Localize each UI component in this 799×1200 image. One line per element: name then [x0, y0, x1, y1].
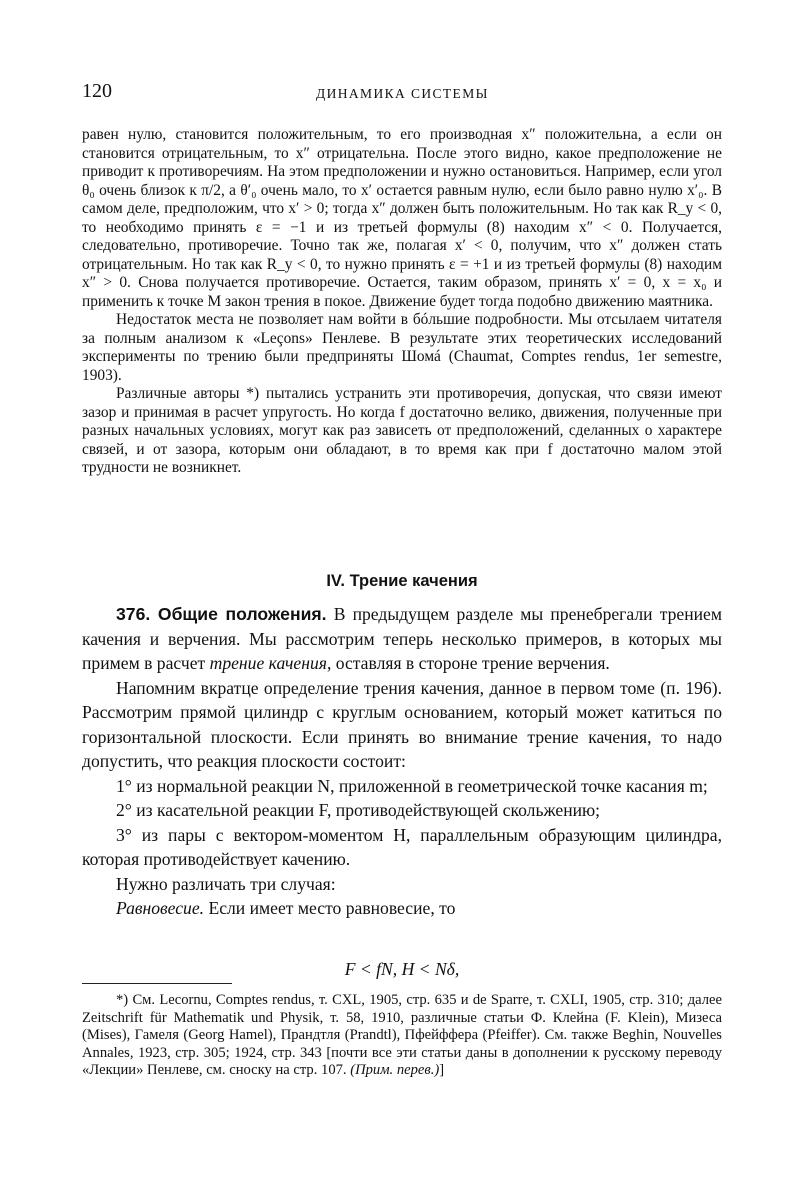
paragraph-various-authors: Различные авторы *) пытались устранить эти противоречия, допуская, что связи имеют зазор и принимая в расчет упругость. Но когда f достаточно велико, движения, полученные при разных начальных условиях, могут как раз зависеть от предположений, сделанных о характере связей, и от зазора, которым они обладают, в то время как при f достаточно малом этой трудности не возникнет. [82, 385, 722, 476]
translator-note: (Прим. перев.) [350, 1062, 440, 1079]
footnote-block [82, 992, 722, 1080]
paragraph-definition: Напомним вкратце определение трения качения, данное в первом томе (п. 196). Рассмотрим прямой цилиндр с круглым основанием, который может катиться по горизонтальной плоскости. Если принять во внимание трение качения, то надо допустить, что реакция плоскости состоит: [82, 677, 722, 771]
para1-start: В предыдущем разделе мы пренебрегали трением качения и верчения. Мы рассмотрим теперь несколько примеров, в которых мы примем в расчет [82, 604, 722, 673]
list-item-normal-reaction: 1° из нормальной реакции N, приложенной в геометрической точке касания m; [116, 775, 708, 796]
page-number: 120 [82, 80, 112, 102]
footnote-body: *) См. Lecornu, Comptes rendus, т. CXL, 1905, стр. 635 и de Sparre, т. CXLI, 1905, стр. 310; далее Zeitschrift für Mathematik und Physik, т. 58, 1910, различные статьи Ф. Клейна (F. Klein), Мизеса (Mises), Гамеля (Georg Hamel), Прандтля (Prandtl), Пфейффера (Pfeiffer). См. также Beghin, Nouvelles Annales, 1923, стр. 305; 1924, стр. 343 [почти все эти статьи даны в дополнении к русскому переводу «Лекции» Пенлеве, см. сноску на стр. 107. [82, 992, 722, 1079]
footnote-divider [82, 983, 232, 984]
emphasis-rolling-friction: трение качения [209, 653, 327, 673]
paragraph-equilibrium [82, 896, 722, 921]
paragraph-lecons-reference: Недостаток места не позволяет нам войти в бóльшие подробности. Мы отсылаем читателя за полным анализом к «Leçons» Пенлеве. В результате этих теоретических исследований эксперименты по трению были предприняты Шомá (Chaumat, Comptes rendus, 1er semestre, 1903). [82, 311, 722, 384]
list-item-couple: 3° из пары с вектором-моментом H, параллельным образующим цилиндра, которая противодействует качению. [82, 824, 722, 869]
section-heading: IV. Трение качения [326, 572, 478, 590]
continued-text-block [82, 126, 722, 478]
page-header [82, 80, 722, 110]
paragraph-continued: равен нулю, становится положительным, то его производная x″ положительна, а если он становится отрицательным, то x″ отрицательна. После этого видно, какое предположение не приводит к противоречиям. На этом предположении и нужно остановиться. Например, если угол θ₀ очень близок к π/2, а θ′₀ очень мало, то x′ остается равным нулю, если было равно нулю x′₀. В самом деле, предположим, что x′ > 0; тогда x″ должен быть положительным. Но так как R_y < 0, то необходимо принять ε = −1 и из третьей формулы (8) находим x″ < 0. Получается, следовательно, противоречие. Точно так же, полагая x′ < 0, получим, что x″ должен стать отрицательным. Но так как R_y < 0, то нужно принять ε = +1 и из третьей формулы (8) находим x″ > 0. Снова получается противоречие. Остается, таким образом, принять x′ = 0, x = x₀ и применить к точке M закон трения в покое. Движение будет тогда подобно движению маятника. [82, 126, 722, 310]
list-item-tangential-reaction: 2° из касательной реакции F, противодействующей скольжению; [116, 800, 601, 820]
para1-end: , оставляя в стороне трение верчения. [326, 653, 610, 673]
section-body [82, 602, 722, 921]
footnote-text [82, 992, 722, 1080]
case-label-equilibrium: Равновесие. [116, 898, 205, 918]
footnote-end: ] [439, 1062, 445, 1079]
running-title: ДИНАМИКА СИСТЕМЫ [316, 86, 489, 101]
paragraph-three-cases: Нужно различать три случая: [116, 873, 336, 894]
subsection-title: 376. Общие положения. [116, 604, 327, 624]
case-text: Если имеет место равновесие, то [204, 898, 456, 918]
formula-equilibrium: F < fN, H < Nδ, [344, 959, 460, 979]
paragraph-general-provisions [82, 602, 722, 676]
